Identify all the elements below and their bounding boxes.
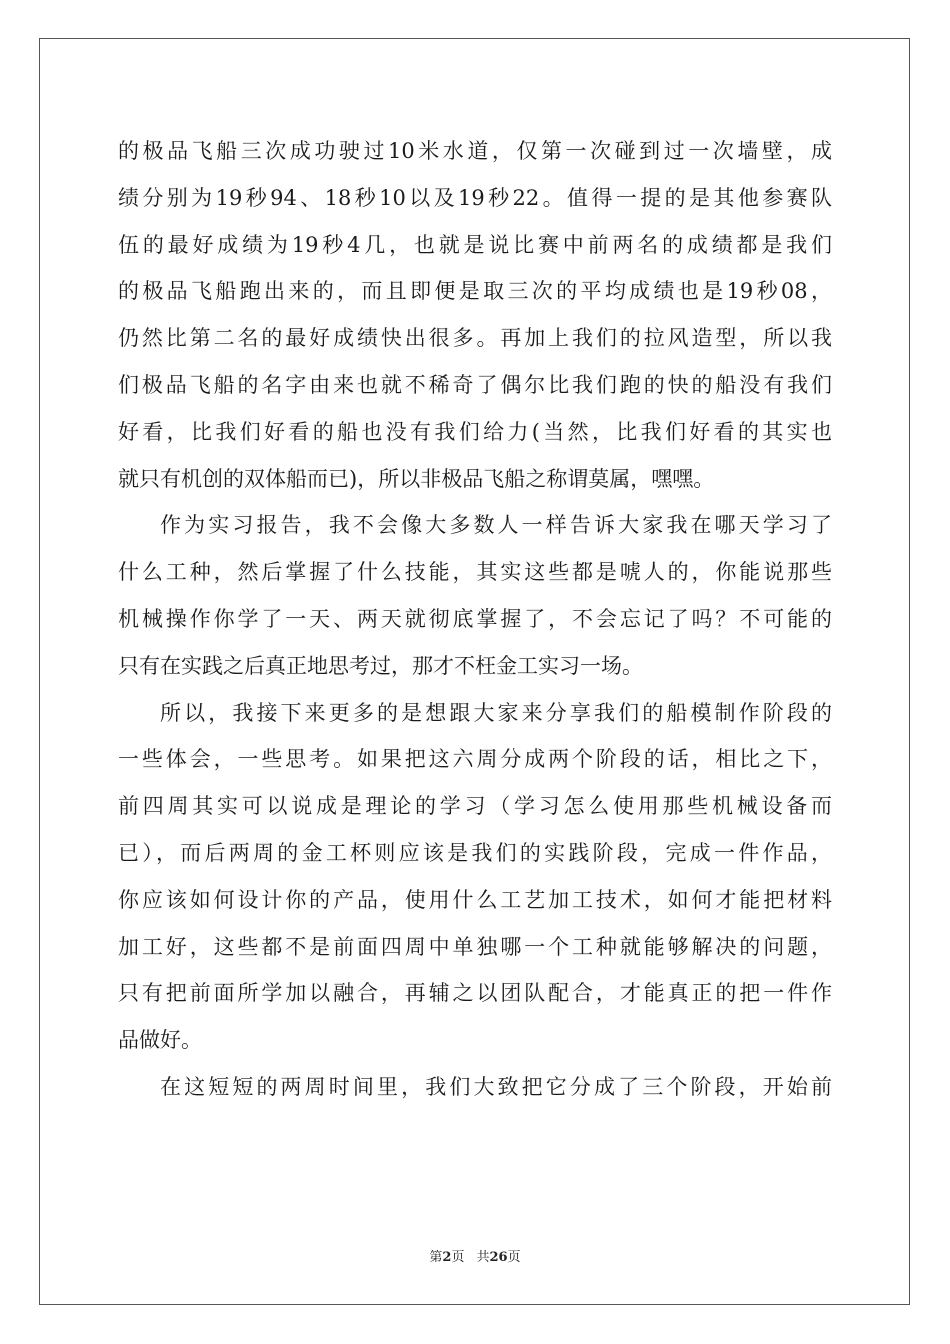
text-line: 的极品飞船跑出来的，而且即便是取三次的平均成绩也是19秒08，	[118, 279, 832, 304]
text-line: 仍然比第二名的最好成绩快出很多。再加上我们的拉风造型，所以我	[118, 326, 832, 351]
text-line: 什么工种，然后掌握了什么技能，其实这些都是唬人的，你能说那些	[118, 560, 832, 585]
text-line: 只有在实践之后真正地思考过，那才不枉金工实习一场。	[118, 653, 643, 678]
text-line: 机械操作你学了一天、两天就彻底掌握了，不会忘记了吗？不可能的	[118, 606, 832, 631]
text-line: 前四周其实可以说成是理论的学习（学习怎么使用那些机械设备而	[118, 794, 832, 819]
text-line: 就只有机创的双体船而已)，所以非极品飞船之称谓莫属，嘿嘿。	[118, 466, 715, 491]
text-line: 你应该如何设计你的产品，使用什么工艺加工技术，如何才能把材料	[118, 887, 832, 912]
text-line: 的极品飞船三次成功驶过10米水道，仅第一次碰到过一次墙壁，成	[118, 139, 832, 163]
text-line: 一些体会，一些思考。如果把这六周分成两个阶段的话，相比之下，	[118, 747, 832, 772]
text-line: 所以，我接下来更多的是想跟大家来分享我们的船模制作阶段的	[160, 700, 832, 725]
current-page-number: 2	[442, 1250, 452, 1265]
text-line: 只有把前面所学加以融合，再辅之以团队配合，才能真正的把一件作	[118, 981, 832, 1006]
footer-total-prefix: 共	[476, 1250, 490, 1265]
total-pages-number: 26	[489, 1250, 508, 1265]
footer-prefix: 第	[429, 1250, 443, 1265]
footer-total-suffix: 页	[507, 1250, 521, 1265]
text-line: 伍的最好成绩为19秒4几，也就是说比赛中前两名的成绩都是我们	[118, 232, 832, 257]
footer-page-suffix: 页	[451, 1250, 465, 1265]
text-line: 作为实习报告，我不会像大多数人一样告诉大家我在哪天学习了	[160, 513, 832, 538]
text-line: 们极品飞船的名字由来也就不稀奇了偶尔比我们跑的快的船没有我们	[118, 372, 832, 397]
paragraph-4	[118, 1064, 832, 1111]
paragraph-3	[118, 690, 832, 1064]
text-line: 已），而后两周的金工杯则应该是我们的实践阶段，完成一件作品，	[118, 840, 832, 865]
paragraph-2	[118, 502, 832, 689]
page-footer	[0, 1246, 950, 1265]
text-line: 在这短短的两周时间里，我们大致把它分成了三个阶段，开始前	[160, 1074, 832, 1099]
text-line: 品做好。	[118, 1028, 202, 1053]
text-line: 好看，比我们好看的船也没有我们给力(当然，比我们好看的其实也	[118, 419, 832, 444]
text-line: 加工好，这些都不是前面四周中单独哪一个工种就能够解决的问题，	[118, 934, 832, 959]
document-body	[118, 128, 832, 1111]
paragraph-1	[118, 128, 832, 502]
text-line: 绩分别为19秒94、18秒10以及19秒22。值得一提的是其他参赛队	[118, 185, 832, 210]
